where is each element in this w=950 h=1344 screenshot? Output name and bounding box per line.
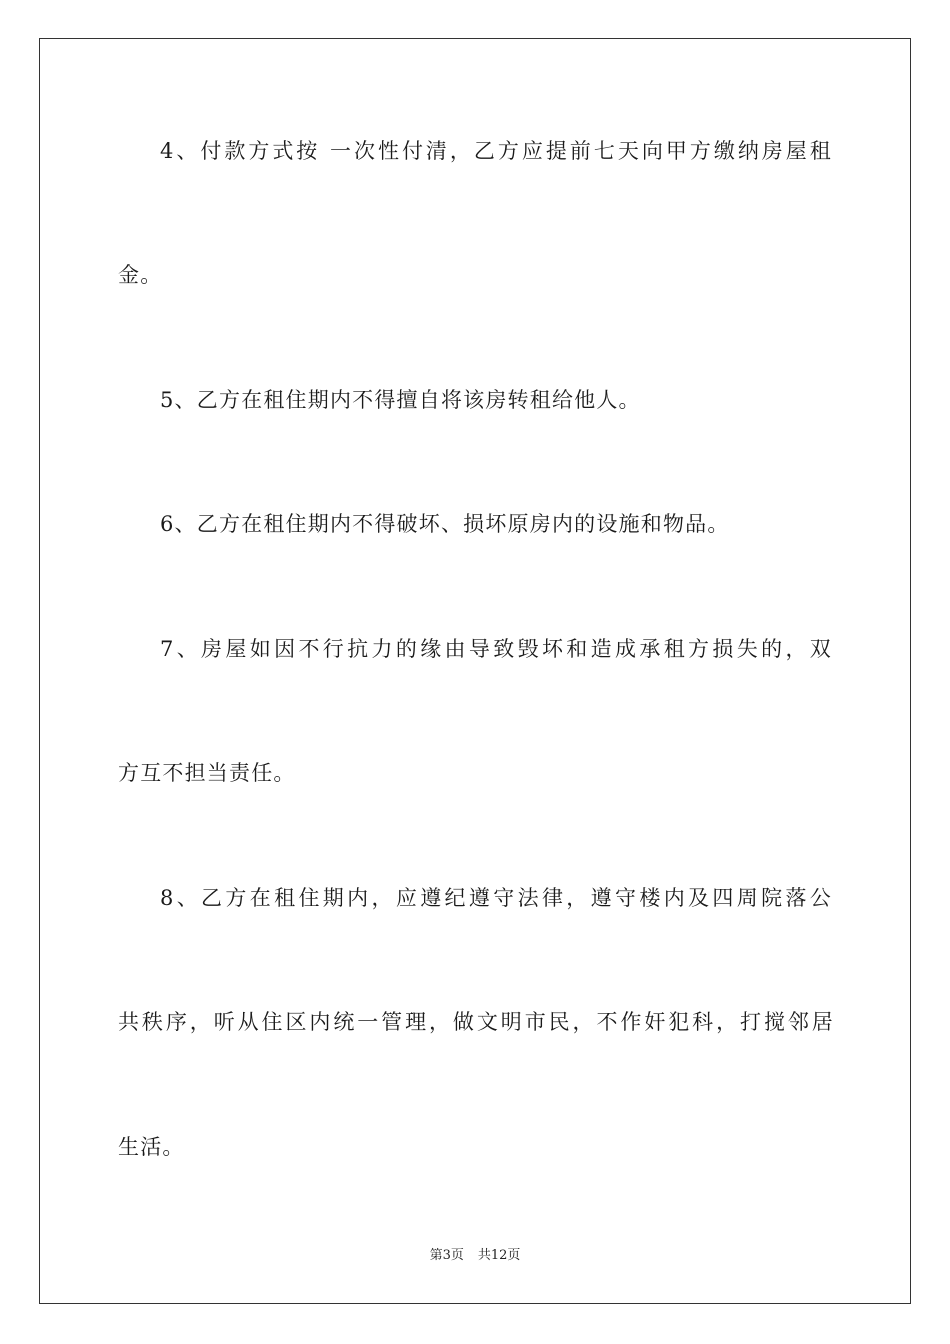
clause-4-line-1: 4、付款方式按 一次性付清，乙方应提前七天向甲方缴纳房屋租 bbox=[160, 139, 832, 163]
clause-7-line-2: 方互不担当责任。 bbox=[118, 761, 296, 785]
clause-8-line-1: 8、乙方在租住期内，应遵纪遵守法律，遵守楼内及四周院落公 bbox=[160, 886, 832, 910]
clause-6-line-1: 6、乙方在租住期内不得破坏、损坏原房内的设施和物品。 bbox=[160, 512, 730, 536]
clause-8-line-2: 共秩序，听从住区内统一管理，做文明市民，不作奸犯科，打搅邻居 bbox=[118, 1010, 834, 1034]
clause-7-line-1: 7、房屋如因不行抗力的缘由导致毁坏和造成承租方损失的，双 bbox=[160, 637, 832, 661]
clause-5-line-1: 5、乙方在租住期内不得擅自将该房转租给他人。 bbox=[160, 388, 641, 412]
total-pages: 共12页 bbox=[477, 1248, 521, 1263]
page-number: 第3页 bbox=[429, 1248, 464, 1263]
clause-4-line-2: 金。 bbox=[118, 263, 163, 287]
page-border bbox=[39, 38, 911, 1304]
page-footer bbox=[0, 1247, 950, 1265]
clause-8-line-3: 生活。 bbox=[118, 1135, 185, 1159]
